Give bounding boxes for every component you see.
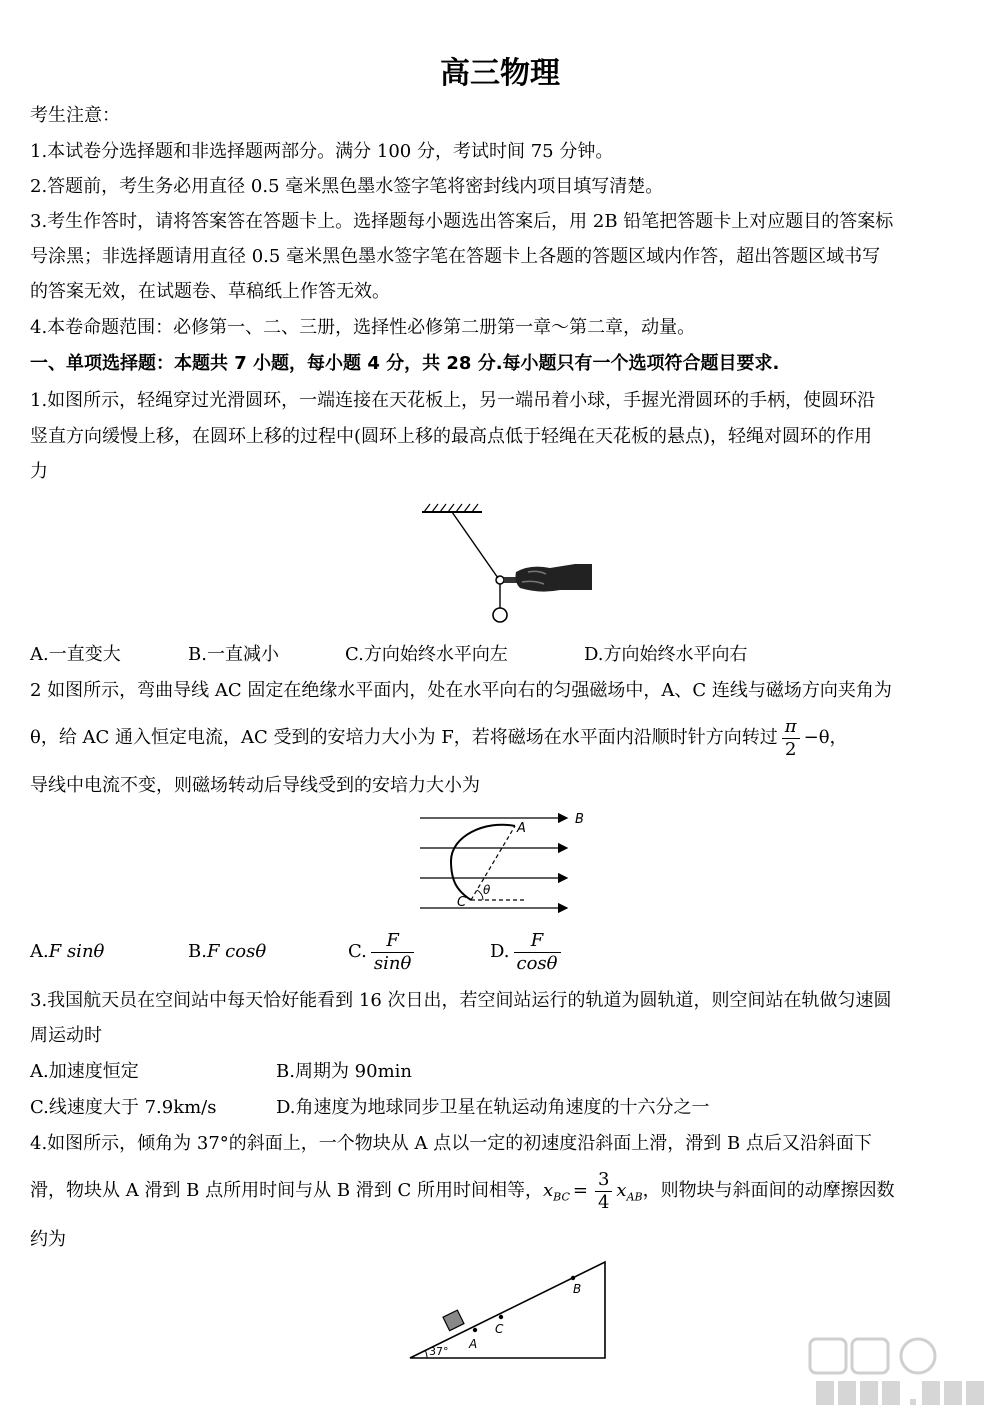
- q4-line-2-text: 滑，物块从 A 滑到 B 点所用时间与从 B 滑到 C 所用时间相等，: [30, 1180, 543, 1201]
- notice-item-3-end: 的答案无效，在试题卷、草稿纸上作答无效。: [30, 281, 390, 302]
- q4-line-3: 约为: [30, 1229, 66, 1250]
- section-heading: 一、单项选择题：本题共 7 小题，每小题 4 分，共 28 分.每小题只有一个选项符合题目要求.: [30, 353, 780, 374]
- q1-line-2: 竖直方向缓慢上移，在圆环上移的过程中(圆环上移的最高点低于轻绳在天花板的悬点)，轻绳对圆环的作用: [30, 426, 873, 447]
- q4-line-1: 4.如图所示，倾角为 37°的斜面上，一个物块从 A 点以一定的初速度沿斜面上滑，滑到 B 点后又沿斜面下: [30, 1133, 872, 1154]
- q4-figure: [405, 1260, 610, 1362]
- q2-line-3: 导线中电流不变，则磁场转动后导线受到的安培力大小为: [30, 775, 480, 796]
- notice-heading: 考生注意：: [30, 105, 120, 126]
- q2-figure: [415, 806, 605, 918]
- q3-line-2: 周运动时: [30, 1025, 102, 1046]
- q1-figure: [410, 498, 600, 628]
- q4-ratio-fraction: $\frac{3}{4}$: [595, 1169, 612, 1214]
- q1-option-c[interactable]: C.方向始终水平向左: [345, 644, 508, 665]
- q2-line-2-tail: −θ，: [803, 727, 848, 748]
- q2-angle-fraction: $\frac{\pi}{2}$: [782, 716, 800, 761]
- q4-x-bc: x: [543, 1180, 554, 1201]
- q3-option-b[interactable]: B.周期为 90min: [276, 1061, 412, 1082]
- q2-option-a[interactable]: A.F sinθ: [30, 941, 105, 962]
- notice-item-1: 1.本试卷分选择题和非选择题两部分。满分 100 分，考试时间 75 分钟。: [30, 141, 614, 162]
- q3-option-d[interactable]: D.角速度为地球同步卫星在轨运动角速度的十六分之一: [276, 1097, 710, 1118]
- q1-option-b[interactable]: B.一直减小: [188, 644, 279, 665]
- q4-label-angle: 37°: [429, 1345, 449, 1358]
- q2-line-2-text: θ，给 AC 通入恒定电流，AC 受到的安培力大小为 F，若将磁场在水平面内沿顺时针方向转过: [30, 727, 778, 748]
- q3-option-c[interactable]: C.线速度大于 7.9km/s: [30, 1097, 217, 1118]
- q1-option-a[interactable]: A.一直变大: [30, 644, 121, 665]
- q4-x-ab: x: [616, 1180, 627, 1201]
- notice-item-3-cont: 号涂黑；非选择题请用直径 0.5 毫米黑色墨水签字笔在答题卡上各题的答题区域内作答，超出答题区域书写: [30, 246, 881, 267]
- q2-option-c[interactable]: C. $\frac{F}{\sin\theta}$: [348, 922, 418, 982]
- notice-item-2: 2.答题前，考生务必用直径 0.5 毫米黑色墨水签字笔将密封线内项目填写清楚。: [30, 176, 664, 197]
- q1-line-1: 1.如图所示，轻绳穿过光滑圆环，一端连接在天花板上，另一端吊着小球，手握光滑圆环的手柄，使圆环沿: [30, 390, 876, 411]
- page-title: 高三物理: [440, 56, 560, 91]
- q2-line-1: 2 如图所示，弯曲导线 AC 固定在绝缘水平面内，处在水平向右的匀强磁场中，A、C 连线与磁场方向夹角为: [30, 680, 892, 701]
- q4-label-b: B: [573, 1282, 582, 1296]
- q2-option-d[interactable]: D. $\frac{F}{\cos\theta}$: [490, 922, 565, 982]
- q3-option-a[interactable]: A.加速度恒定: [30, 1061, 139, 1082]
- q1-line-3: 力: [30, 461, 48, 482]
- q2-label-theta: θ: [483, 883, 491, 897]
- q4-line-2: 滑，物块从 A 滑到 B 点所用时间与从 B 滑到 C 所用时间相等，$x_{BC}$ = $\frac{3}{4}$ $x_{AB}$，则物块与斜面间的动摩擦因数: [30, 1168, 895, 1213]
- q1-option-d[interactable]: D.方向始终水平向右: [584, 644, 748, 665]
- q4-label-c: C: [495, 1322, 504, 1336]
- q2-line-2: [30, 714, 848, 762]
- notice-item-4: 4.本卷命题范围：必修第一、二、三册，选择性必修第二册第一章～第二章，动量。: [30, 317, 696, 338]
- q4-line-2-tail: ，则物块与斜面间的动摩擦因数: [642, 1180, 895, 1201]
- q2-label-c: C: [457, 895, 467, 910]
- q2-option-b[interactable]: B.F cosθ: [188, 941, 267, 962]
- q2-label-a: A: [517, 821, 526, 836]
- notice-item-3: 3.考生作答时，请将答案答在答题卡上。选择题每小题选出答案后，用 2B 铅笔把答题卡上对应题目的答案标: [30, 211, 894, 232]
- q2-label-b: B: [575, 812, 584, 827]
- q3-line-1: 3.我国航天员在空间站中每天恰好能看到 16 次日出，若空间站运行的轨道为圆轨道，则空间站在轨做匀速圆: [30, 990, 892, 1011]
- q4-label-a: A: [469, 1337, 478, 1351]
- watermark-logo: [806, 1333, 986, 1413]
